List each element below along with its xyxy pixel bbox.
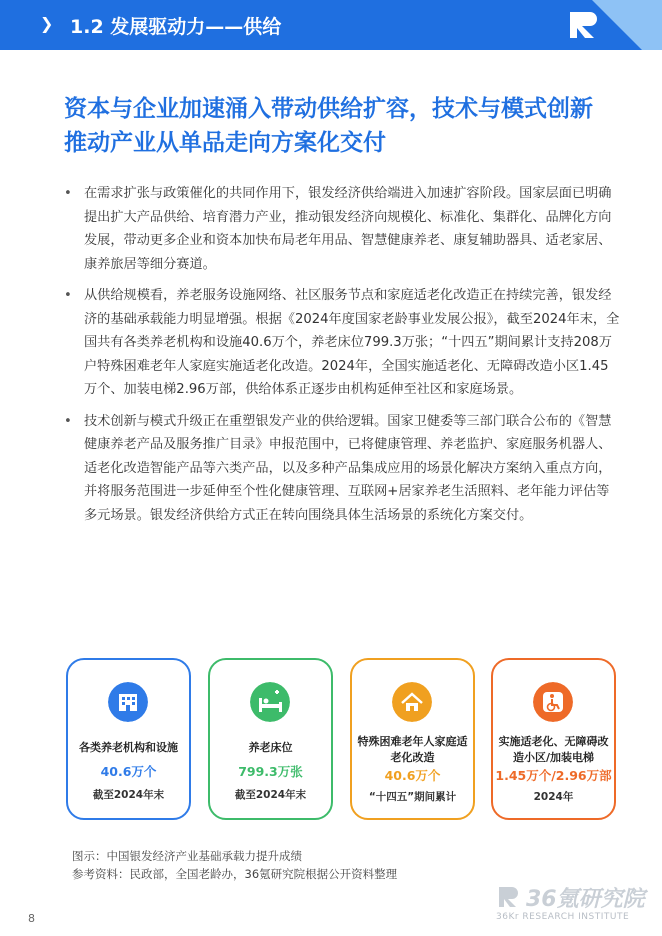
bed-icon (250, 682, 290, 722)
figure-title: 图示：中国银发经济产业基础承载力提升成绩 (72, 849, 302, 863)
page-heading: 资本与企业加速涌入带动供给扩容，技术与模式创新推动产业从单品走向方案化交付 (64, 96, 593, 156)
bullet-dot-icon: • (64, 186, 72, 201)
watermark (496, 880, 656, 930)
chevron-right-icon: ❯ (40, 14, 54, 33)
page-number: 8 (28, 912, 35, 925)
bullet-item (64, 284, 620, 402)
watermark-text: 36氪研究院 (526, 887, 645, 912)
section-title: 1.2 发展驱动力——供给 (70, 16, 282, 38)
brand-logo (552, 0, 662, 50)
source-note: 参考资料：民政部，全国老龄办，36氪研究院根据公开资料整理 (72, 867, 398, 881)
stat-card-facilities (66, 658, 191, 820)
building-icon (108, 682, 148, 722)
watermark-logo-icon (496, 884, 522, 910)
section-header (0, 0, 662, 50)
bullet-dot-icon: • (64, 413, 72, 429)
card-subtitle: 截至2024年末 (92, 789, 165, 801)
stat-card-home-renovation (350, 658, 475, 820)
stat-card-beds (208, 658, 333, 820)
wheelchair-icon (533, 682, 573, 722)
bullet-item (64, 410, 620, 528)
card-value: 1.45万个/2.96万部 (495, 768, 612, 783)
bullet-text: 在需求扩张与政策催化的共同作用下，银发经济供给端进入加速扩容阶段。国家层面已明确提出扩大产品供给、培育潜力产业，推动银发经济向规模化、标准化、集群化、品牌化方向发展，带动更多企业和资本加快布局老年用品、智慧健康养老、康复辅助器具、适老家居、康养旅居等细分赛道。 (84, 186, 612, 272)
bullet-text: 技术创新与模式升级正在重塑银发产业的供给逻辑。国家卫健委等三部门联合公布的《智慧健康养老产品及服务推广目录》申报范围中，已将健康管理、养老监护、家庭服务机器人、适老化改造智能产品等六类产品，以及多种产品集成应用的场景化解决方案纳入重点方向，并将服务范围进一步延伸至个性化健康管理、互联网+居家养老生活照料、老年能力评估等多元场景。银发经济供给方式正在转向围绕具体生活场景的系统化方案交付。 (84, 413, 612, 523)
card-label: 各类养老机构和设施 (79, 741, 178, 754)
card-label: 特殊困难老年人家庭适老化改造 (357, 735, 468, 764)
card-label: 养老床位 (248, 741, 293, 754)
card-label: 实施适老化、无障碍改造小区/加装电梯 (498, 735, 609, 764)
bullet-list (64, 182, 620, 535)
card-value: 40.6万个 (384, 768, 441, 783)
stat-card-accessibility (491, 658, 616, 820)
card-subtitle: 2024年 (533, 791, 574, 803)
stat-cards (66, 658, 622, 818)
bullet-text: 从供给规模看，养老服务设施网络、社区服务节点和家庭适老化改造正在持续完善，银发经济的基础承载能力明显增强。根据《2024年度国家老龄事业发展公报》，截至2024年末，全国共有各类养老机构和设施40.6万个，养老床位799.3万张；“十四五”期间累计支持208万户特殊困难老年人家庭实施适老化改造。2024年，全国实施适老化、无障碍改造小区1.45万个、加装电梯2.96万部，供给体系正逐步由机构延伸至社区和家庭场景。 (84, 288, 620, 397)
bullet-item (64, 182, 620, 276)
watermark-subtext: 36Kr RESEARCH INSTITUTE (496, 912, 630, 922)
card-subtitle: “十四五”期间累计 (368, 791, 457, 803)
figure-caption (72, 847, 397, 883)
home-repair-icon (392, 682, 432, 722)
bullet-dot-icon: • (64, 288, 72, 303)
card-value: 799.3万张 (238, 764, 303, 779)
card-value: 40.6万个 (100, 764, 157, 779)
card-subtitle: 截至2024年末 (234, 789, 307, 801)
